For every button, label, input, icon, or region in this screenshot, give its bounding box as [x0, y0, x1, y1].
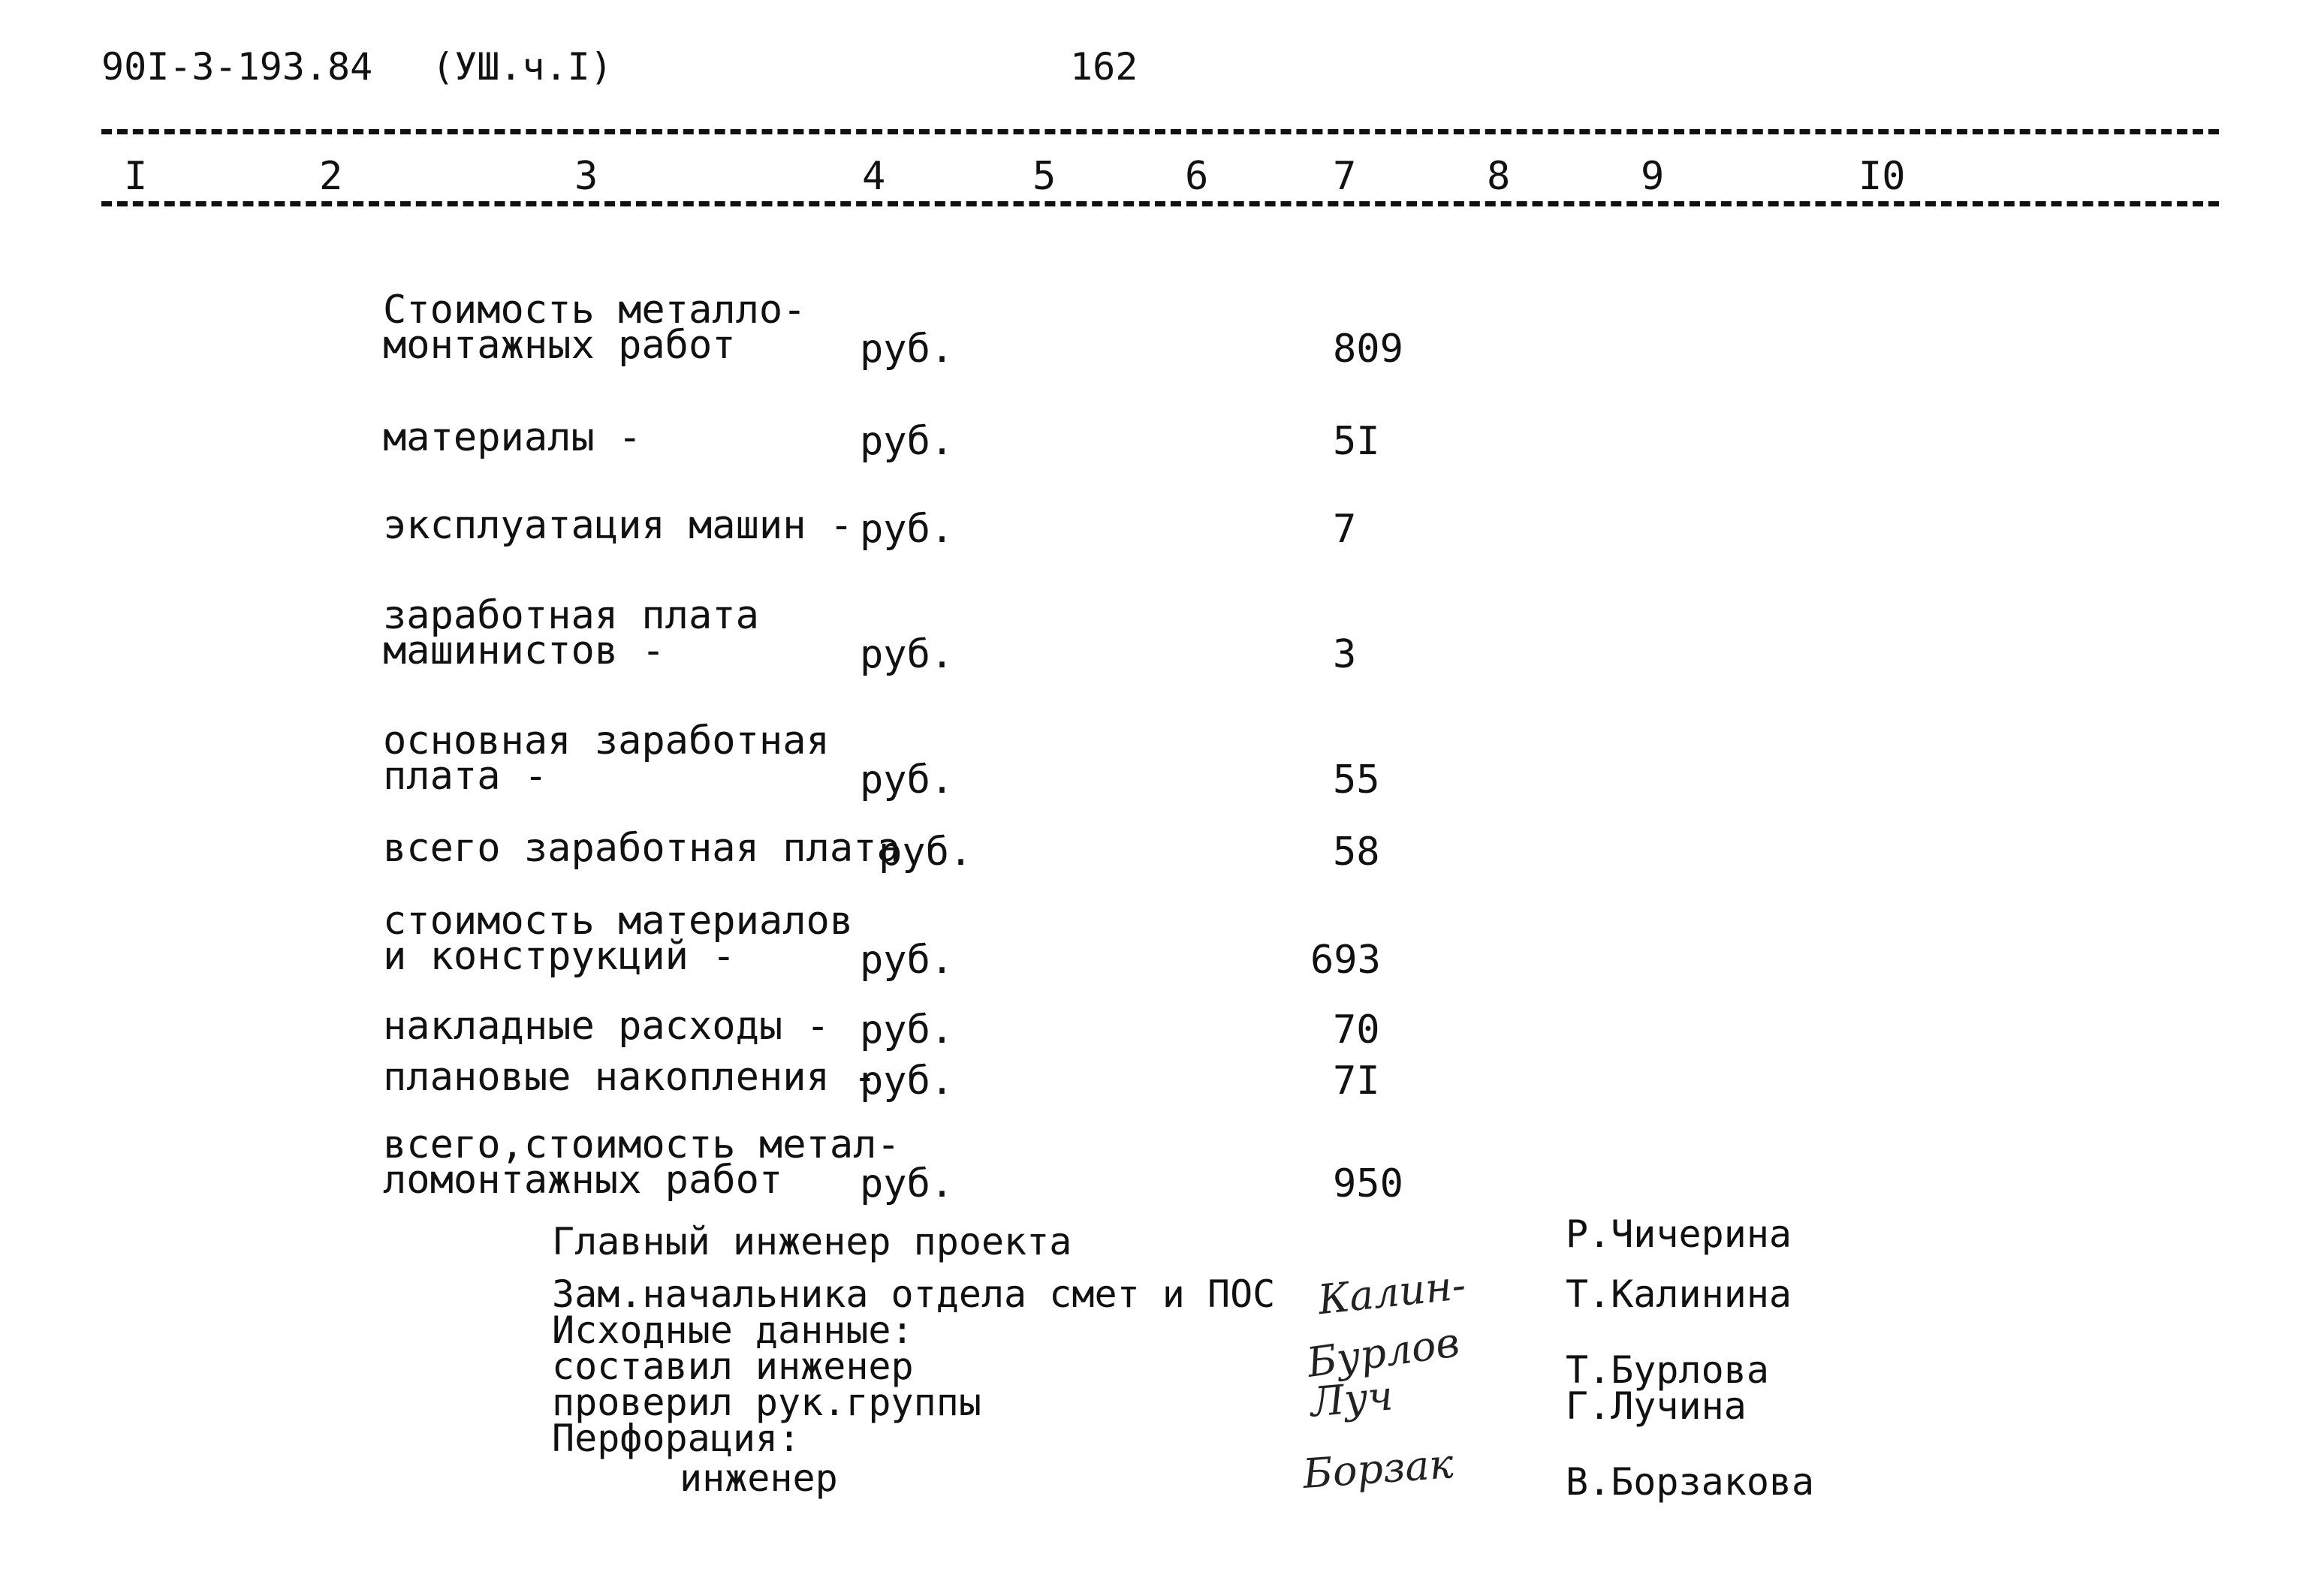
row-value: 950	[1333, 1161, 1403, 1206]
row-label-line: плата -	[383, 754, 548, 799]
row-label-line: машинистов -	[383, 628, 665, 673]
row-label-line: всего,стоимость метал-	[383, 1122, 900, 1167]
column-number-10: I0	[1858, 154, 1906, 199]
chief-engineer-name: Р.Чичерина	[1566, 1212, 1792, 1256]
row-unit: руб.	[860, 1007, 954, 1052]
row-value: 7I	[1333, 1058, 1380, 1104]
row-label-line: стоимость материалов	[383, 899, 854, 944]
row-label-line: всего заработная плата	[383, 826, 900, 871]
composed-name: Т.Бурлова	[1566, 1348, 1769, 1392]
row-label-line: материалы -	[383, 415, 642, 460]
row-value: 55	[1333, 757, 1380, 803]
column-number-3: 3	[574, 154, 598, 199]
column-number-2: 2	[319, 154, 343, 199]
row-value: 3	[1333, 632, 1357, 677]
engineer-role: инженер	[680, 1456, 838, 1500]
composed-signature: Бурлов	[1304, 1318, 1463, 1387]
page-number: 162	[1070, 45, 1138, 89]
row-value: 809	[1333, 327, 1403, 372]
row-label-line: монтажных работ	[383, 323, 736, 368]
row-unit: руб.	[860, 632, 954, 677]
row-label-line: и конструкций -	[383, 934, 736, 979]
deputy-head-name: Т.Калинина	[1566, 1272, 1792, 1316]
checked-signature: Луч	[1308, 1372, 1395, 1426]
row-value: 693	[1310, 938, 1381, 983]
row-value: 70	[1333, 1007, 1380, 1052]
deputy-head-signature: Калин-	[1316, 1260, 1468, 1324]
source-data-heading: Исходные данные:	[552, 1308, 914, 1352]
column-number-4: 4	[862, 154, 886, 199]
row-label-line: эксплуатация машин -	[383, 503, 854, 548]
row-unit: руб.	[860, 419, 954, 464]
column-number-9: 9	[1641, 154, 1665, 199]
row-unit: руб.	[860, 507, 954, 552]
column-number-5: 5	[1032, 154, 1057, 199]
row-label-line: плановые накопления -	[383, 1055, 877, 1100]
column-number-8: 8	[1487, 154, 1511, 199]
chief-engineer-role: Главный инженер проекта	[552, 1220, 1072, 1263]
row-unit: руб.	[879, 830, 973, 875]
row-value: 5I	[1333, 419, 1380, 464]
checked-name: Г.Лучина	[1566, 1384, 1747, 1428]
engineer-name: В.Борзакова	[1566, 1460, 1815, 1504]
composed-role: составил инженер	[552, 1345, 914, 1388]
column-number-6: 6	[1185, 154, 1209, 199]
row-value: 7	[1333, 507, 1357, 552]
row-label-line: Стоимость металло-	[383, 288, 806, 333]
row-label-line: заработная плата	[383, 593, 759, 638]
row-label-line: ломонтажных работ	[383, 1158, 783, 1203]
column-number-7: 7	[1333, 154, 1357, 199]
row-unit: руб.	[860, 327, 954, 372]
column-number-1: I	[124, 154, 148, 199]
bottom-dashed-rule	[101, 201, 2219, 206]
deputy-head-role: Зам.начальника отдела смет и ПОС	[552, 1272, 1276, 1316]
row-unit: руб.	[860, 938, 954, 983]
document-code: 90I-3-193.84	[101, 45, 373, 89]
row-unit: руб.	[860, 757, 954, 803]
row-value: 58	[1333, 830, 1380, 875]
row-label-line: накладные расходы -	[383, 1004, 830, 1049]
document-part: (УШ.ч.I)	[432, 45, 613, 89]
perforation-heading: Перфорация:	[552, 1417, 801, 1460]
top-dashed-rule	[101, 129, 2219, 134]
row-unit: руб.	[860, 1058, 954, 1104]
checked-role: проверил рук.группы	[552, 1381, 981, 1424]
row-unit: руб.	[860, 1161, 954, 1206]
engineer-signature: Борзак	[1301, 1440, 1455, 1498]
row-label-line: основная заработная	[383, 718, 830, 763]
